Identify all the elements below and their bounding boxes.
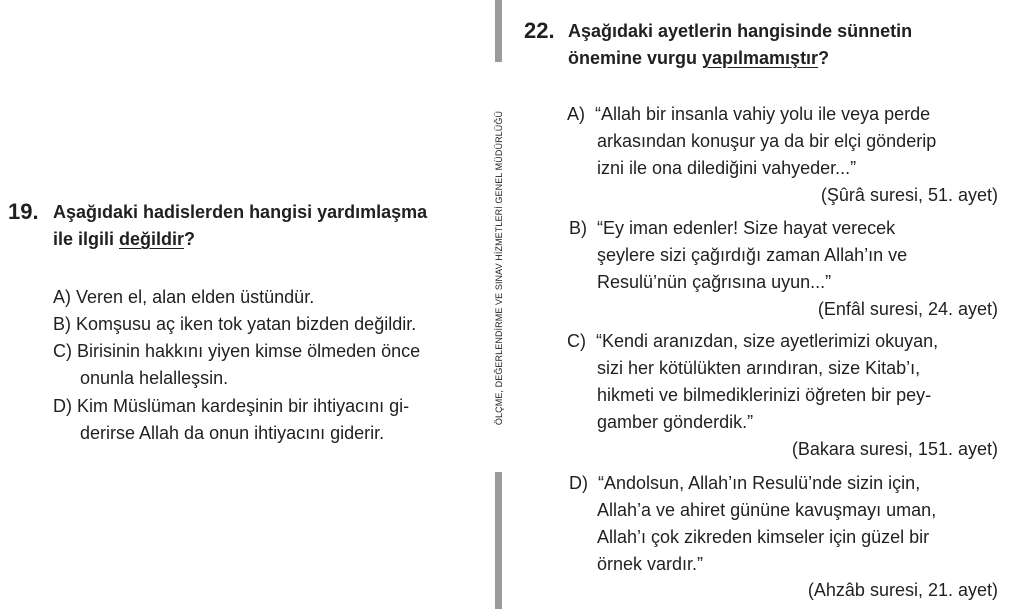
question-stem-line1: Aşağıdaki ayetlerin hangisinde sünnetin [568, 21, 913, 41]
option-c-line3: hikmeti ve bilmediklerinizi öğreten bir pey- [597, 385, 932, 405]
option-a-line3: izni ile ona dilediğini vahyeder...” [597, 158, 857, 178]
question-stem-line2: önemine vurgu yapılmamıştır? [568, 48, 830, 68]
question-stem-line2: ile ilgili değildir? [53, 229, 196, 249]
option-c-source: (Bakara suresi, 151. ayet) [791, 439, 998, 459]
option-b-line3: Resulü’nün çağrısına uyun...” [597, 272, 832, 292]
column-divider-top [495, 0, 502, 62]
question-stem-line1: Aşağıdaki hadislerden hangisi yardımlaşma [53, 202, 428, 222]
option-c[interactable]: C) Birisinin hakkını yiyen kimse ölmeden önce [53, 341, 421, 361]
option-b-source: (Enfâl suresi, 24. ayet) [817, 299, 998, 319]
option-d[interactable]: D) “Andolsun, Allah’ın Resulü’nde sizin için, [569, 473, 921, 493]
question-number: 22. [524, 18, 555, 43]
option-a[interactable]: A) “Allah bir insanla vahiy yolu ile veya perde [567, 104, 931, 124]
option-d[interactable]: D) Kim Müslüman kardeşinin bir ihtiyacını gi- [53, 396, 410, 416]
option-c-line2: onunla helalleşsin. [80, 368, 229, 388]
option-b-line2: şeylere sizi çağırdığı zaman Allah’ın ve [597, 245, 908, 265]
option-a-source: (Şûrâ suresi, 51. ayet) [820, 185, 998, 205]
option-c-line2: sizi her kötülükten arındıran, size Kitab’ı, [597, 358, 921, 378]
option-a[interactable]: A) Veren el, alan elden üstündür. [53, 287, 315, 307]
side-label: ÖLÇME, DEĞERLENDİRME VE SINAV HİZMETLERİ GENEL MÜDÜRLÜĞÜ [494, 110, 504, 426]
option-b[interactable]: B) Komşusu aç iken tok yatan bizden değildir. [53, 314, 417, 334]
option-c-line4: gamber gönderdik.” [597, 412, 754, 432]
option-c[interactable]: C) “Kendi aranızdan, size ayetlerimizi okuyan, [567, 331, 939, 351]
option-d-source: (Ahzâb suresi, 21. ayet) [807, 580, 998, 600]
option-d-line2: derirse Allah da onun ihtiyacını giderir. [80, 423, 385, 443]
question-number: 19. [8, 199, 39, 224]
option-d-line2: Allah’a ve ahiret gününe kavuşmayı uman, [597, 500, 937, 520]
option-a-line2: arkasından konuşur ya da bir elçi gönderip [597, 131, 937, 151]
option-b[interactable]: B) “Ey iman edenler! Size hayat verecek [569, 218, 896, 238]
option-d-line3: Allah’ı çok zikreden kimseler için güzel bir [597, 527, 930, 547]
column-divider-bottom [495, 472, 502, 609]
option-d-line4: örnek vardır.” [597, 554, 704, 574]
